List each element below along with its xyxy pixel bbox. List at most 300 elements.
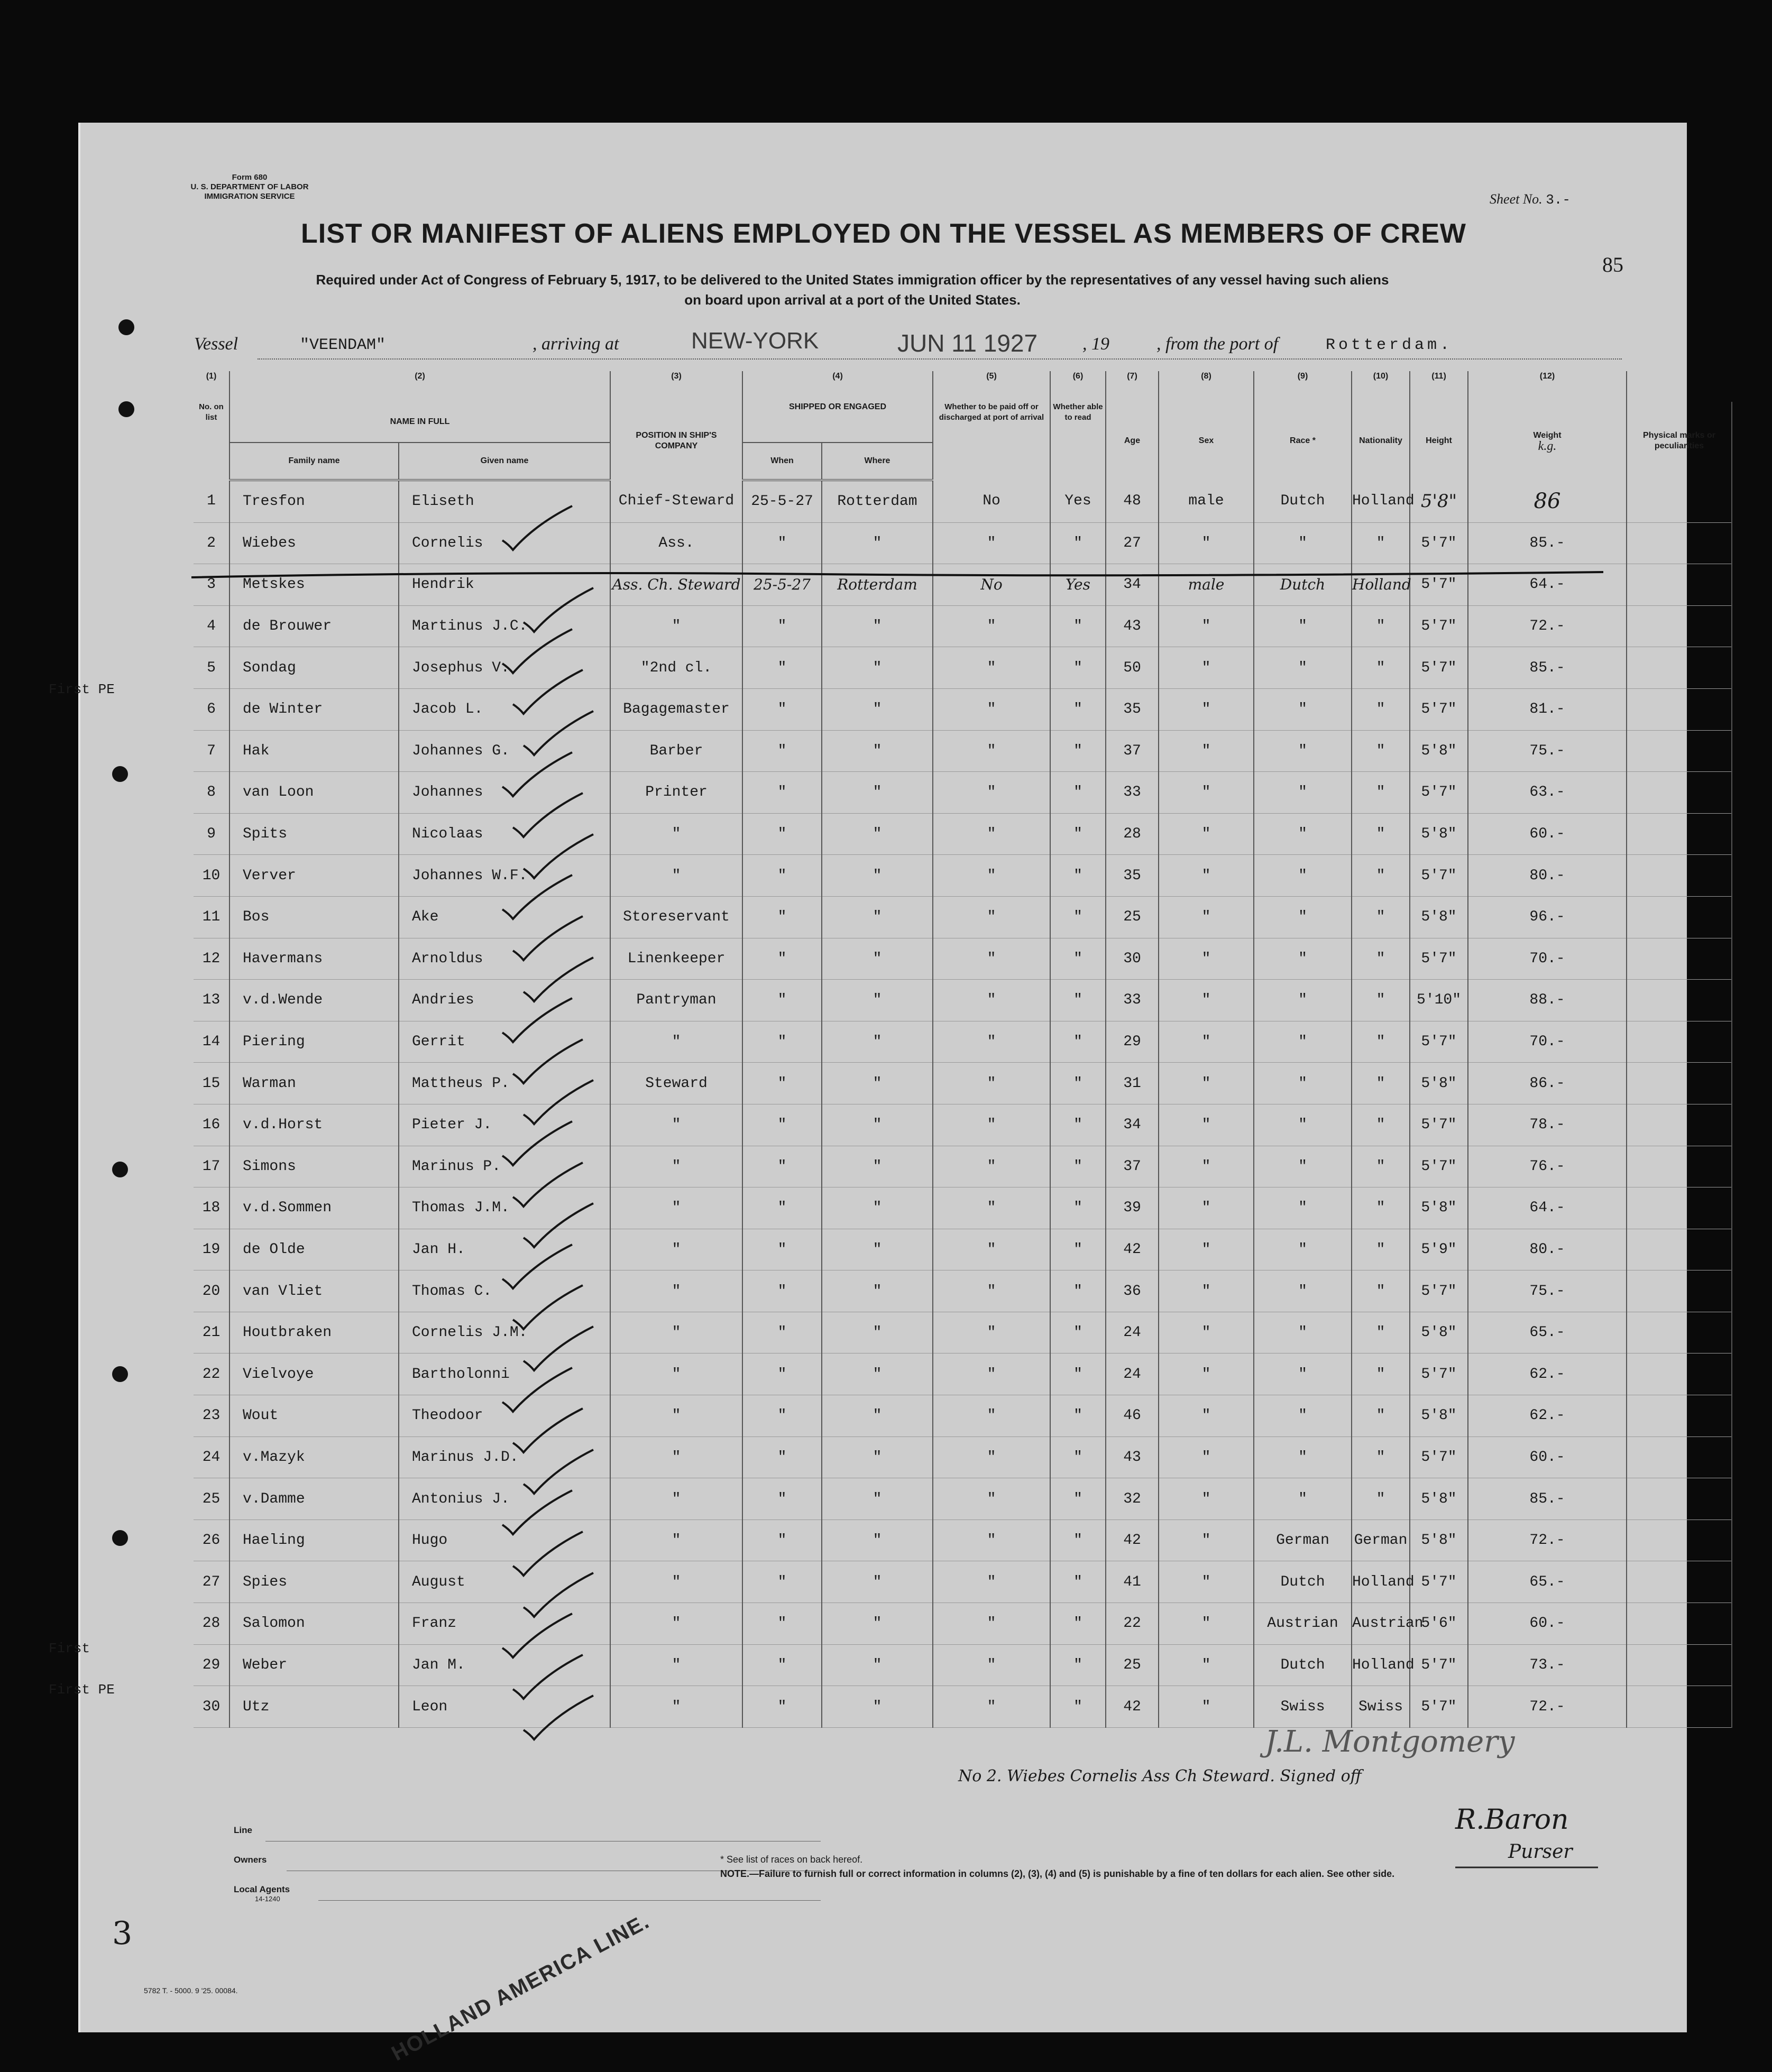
height-cell: 5'7" [1410,1021,1468,1063]
family-name-cell: v.Damme [229,1478,399,1520]
table-row [194,1436,1732,1478]
handwritten-note: No 2. Wiebes Cornelis Ass Ch Steward. Signed off [958,1767,1362,1785]
sex-header: Sex [1159,402,1254,480]
able-to-read-cell: Yes [1050,564,1106,606]
subtitle-line-1: Required under Act of Congress of February 5, 1917, to be delivered to the United States immigration officer by the representatives of any vessel having such aliens [316,272,1389,288]
paid-off-cell: " [933,522,1050,564]
race-cell: Dutch [1254,564,1352,606]
crew-rows [194,480,1732,1727]
age-cell: 43 [1106,605,1159,647]
paid-off-cell: " [933,938,1050,980]
weight-label: Weight [1533,431,1562,440]
paid-off-cell: " [933,1686,1050,1728]
age-cell: 42 [1106,1229,1159,1270]
physical-marks-cell [1627,1353,1732,1395]
physical-marks-cell [1627,980,1732,1021]
row-number-cell: 27 [194,1561,229,1603]
shipped-where-cell: Rotterdam [822,564,933,606]
print-code: 5782 T. - 5000. 9 '25. 00084. [144,1986,238,1995]
shipped-where-cell: " [822,1686,933,1728]
race-cell: " [1254,1187,1352,1229]
row-number-cell: 11 [194,896,229,938]
shipped-where-cell: " [822,1146,933,1187]
weight-cell: 70.- [1468,1021,1627,1063]
name-in-full-header: NAME IN FULL [229,402,610,443]
age-header: Age [1106,402,1159,480]
height-cell: 5'10" [1410,980,1468,1021]
sex-cell: " [1159,938,1254,980]
height-cell: 5'7" [1410,1644,1468,1686]
age-cell: 34 [1106,564,1159,606]
family-name-cell: Warman [229,1063,399,1104]
position-cell: " [610,1104,742,1146]
table-row [194,647,1732,689]
position-cell: " [610,1520,742,1561]
shipped-where-cell: " [822,1478,933,1520]
paid-off-cell: " [933,1063,1050,1104]
able-to-read-cell: " [1050,1395,1106,1437]
position-cell: " [610,1395,742,1437]
family-name-cell: Hak [229,730,399,772]
row-number-cell: 5 [194,647,229,689]
given-name-cell: Jan H. [399,1229,610,1270]
able-to-read-cell: " [1050,1104,1106,1146]
table-row [194,605,1732,647]
nationality-cell: " [1352,938,1410,980]
given-name-cell: Marinus J.D. [399,1436,610,1478]
paid-off-cell: " [933,1312,1050,1353]
race-cell: Swiss [1254,1686,1352,1728]
sex-cell: " [1159,1312,1254,1353]
row-number-cell: 13 [194,980,229,1021]
row-number-cell: 29 [194,1644,229,1686]
sex-cell: " [1159,1395,1254,1437]
table-row [194,1312,1732,1353]
given-name-header: Given name [399,443,610,480]
family-name-cell: Vielvoye [229,1353,399,1395]
weight-cell: 72.- [1468,1686,1627,1728]
age-cell: 31 [1106,1063,1159,1104]
row-number-cell: 25 [194,1478,229,1520]
punch-hole [118,319,134,335]
given-name-cell: Jacob L. [399,688,610,730]
punch-hole [112,1162,128,1177]
shipped-when-cell: " [742,647,822,689]
age-cell: 37 [1106,730,1159,772]
row-number-cell: 21 [194,1312,229,1353]
position-cell: " [610,1478,742,1520]
shipped-when-cell: " [742,1395,822,1437]
height-header: Height [1410,402,1468,480]
height-cell: 5'7" [1410,855,1468,897]
sex-cell: " [1159,1021,1254,1063]
age-cell: 28 [1106,813,1159,855]
position-cell: " [610,1353,742,1395]
shipped-where-cell: " [822,1063,933,1104]
paid-off-cell: " [933,1478,1050,1520]
col-num-9: (9) [1254,371,1352,402]
shipped-where-cell: " [822,813,933,855]
race-cell: " [1254,1353,1352,1395]
race-cell: " [1254,1395,1352,1437]
position-cell: " [610,1270,742,1312]
table-row [194,1229,1732,1270]
row-number-cell: 2 [194,522,229,564]
weight-cell: 72.- [1468,605,1627,647]
paid-off-cell: " [933,647,1050,689]
row-number-cell: 1 [194,480,229,522]
col-num-4: (4) [742,371,933,402]
table-row [194,730,1732,772]
given-name-cell: Marinus P. [399,1146,610,1187]
sex-cell: " [1159,980,1254,1021]
height-cell: 5'7" [1410,522,1468,564]
height-cell: 5'8" [1410,1063,1468,1104]
shipped-when-cell: " [742,1021,822,1063]
height-cell: 5'8" [1410,896,1468,938]
able-to-read-cell: " [1050,896,1106,938]
height-cell: 5'8" [1410,1520,1468,1561]
height-cell: 5'8" [1410,1312,1468,1353]
shipped-where-cell: " [822,772,933,814]
nationality-cell: " [1352,1353,1410,1395]
family-name-cell: Wiebes [229,522,399,564]
height-cell: 5'8" [1410,730,1468,772]
weight-cell: 70.- [1468,938,1627,980]
age-cell: 43 [1106,1436,1159,1478]
race-cell: " [1254,855,1352,897]
nationality-cell: " [1352,1478,1410,1520]
col-num-1: (1) [194,371,229,402]
age-cell: 33 [1106,980,1159,1021]
weight-unit: k.g. [1538,439,1557,453]
paid-off-cell: " [933,1353,1050,1395]
age-cell: 46 [1106,1395,1159,1437]
given-name-cell: Leon [399,1686,610,1728]
shipped-where-cell: " [822,605,933,647]
arriving-port-stamp: NEW-YORK [691,328,819,354]
nationality-cell: Holland [1352,1644,1410,1686]
sex-cell: " [1159,605,1254,647]
physical-marks-cell [1627,564,1732,606]
physical-marks-cell [1627,1644,1732,1686]
physical-marks-cell [1627,730,1732,772]
position-cell: "2nd cl. [610,647,742,689]
height-cell: 5'9" [1410,1229,1468,1270]
position-cell: " [610,1021,742,1063]
table-row [194,1644,1732,1686]
shipped-where-cell: " [822,1104,933,1146]
row-number-cell: 10 [194,855,229,897]
footer-labels [234,1825,290,1903]
physical-marks-cell [1627,1603,1732,1645]
nationality-cell: " [1352,1436,1410,1478]
weight-cell: 75.- [1468,1270,1627,1312]
height-cell: 5'8" [1410,1187,1468,1229]
subtitle-line-2: on board upon arrival at a port of the United States. [684,292,1021,308]
physical-marks-cell [1627,1561,1732,1603]
row-number-cell: 3 [194,564,229,606]
family-name-header: Family name [229,443,399,480]
nationality-cell: " [1352,1146,1410,1187]
sex-cell: male [1159,564,1254,606]
department-name: U. S. DEPARTMENT OF LABOR [190,182,309,191]
physical-marks-cell [1627,1395,1732,1437]
position-cell: Ass. Ch. Steward [610,564,742,606]
shipped-where-cell: " [822,1436,933,1478]
weight-cell: 80.- [1468,855,1627,897]
checkmark-icon [498,503,577,554]
position-cell: Linenkeeper [610,938,742,980]
position-cell: Printer [610,772,742,814]
physical-marks-cell [1627,1312,1732,1353]
weight-cell: 78.- [1468,1104,1627,1146]
given-name-cell: Theodoor [399,1395,610,1437]
given-name-cell: Johannes G. [399,730,610,772]
weight-cell: 62.- [1468,1353,1627,1395]
paid-off-cell: " [933,1603,1050,1645]
table-row [194,1395,1732,1437]
weight-cell: 60.- [1468,1603,1627,1645]
family-name-cell: van Loon [229,772,399,814]
paid-off-cell: " [933,772,1050,814]
race-cell: " [1254,522,1352,564]
race-cell: " [1254,896,1352,938]
sex-cell: " [1159,1187,1254,1229]
weight-cell: 60.- [1468,813,1627,855]
service-name: IMMIGRATION SERVICE [204,192,295,201]
height-cell: 5'7" [1410,1104,1468,1146]
shipped-when-cell: " [742,1229,822,1270]
shipped-when-cell: " [742,1187,822,1229]
vessel-line [194,328,1622,360]
family-name-cell: Utz [229,1686,399,1728]
year-label: , 19 [1082,334,1109,354]
race-cell: " [1254,1021,1352,1063]
weight-cell: 65.- [1468,1561,1627,1603]
weight-cell: 81.- [1468,688,1627,730]
physical-marks-cell [1627,688,1732,730]
position-cell: Pantryman [610,980,742,1021]
given-name-cell: Hendrik [399,564,610,606]
row-number-cell: 24 [194,1436,229,1478]
race-cell: " [1254,1104,1352,1146]
punch-hole [118,401,134,417]
race-cell: " [1254,647,1352,689]
physical-marks-cell [1627,1021,1732,1063]
shipped-where-cell: " [822,938,933,980]
age-cell: 39 [1106,1187,1159,1229]
arrival-date-stamp: JUN 11 1927 [897,329,1038,357]
shipped-where-cell: " [822,1353,933,1395]
age-cell: 50 [1106,647,1159,689]
nationality-cell: " [1352,522,1410,564]
given-name-cell: Johannes W.F. [399,855,610,897]
able-to-read-cell: " [1050,688,1106,730]
weight-cell: 75.- [1468,730,1627,772]
race-cell: " [1254,1312,1352,1353]
checkmark-icon [519,1693,599,1743]
family-name-cell: Weber [229,1644,399,1686]
family-name-cell: Salomon [229,1603,399,1645]
paid-off-cell: " [933,980,1050,1021]
nationality-cell: " [1352,1063,1410,1104]
shipped-when-cell: " [742,855,822,897]
paid-off-cell: " [933,1104,1050,1146]
given-name-cell: Jan M. [399,1644,610,1686]
where-header: Where [822,443,933,480]
family-name-cell: Bos [229,896,399,938]
age-cell: 34 [1106,1104,1159,1146]
family-name-cell: v.d.Wende [229,980,399,1021]
nationality-cell: " [1352,1104,1410,1146]
shipped-where-cell: " [822,1021,933,1063]
sex-cell: " [1159,647,1254,689]
nationality-cell: " [1352,813,1410,855]
nationality-cell: " [1352,1312,1410,1353]
able-to-read-cell: " [1050,522,1106,564]
family-name-cell: v.d.Sommen [229,1187,399,1229]
physical-marks-cell [1627,896,1732,938]
position-cell: Bagagemaster [610,688,742,730]
page-title: LIST OR MANIFEST OF ALIENS EMPLOYED ON THE VESSEL AS MEMBERS OF CREW [301,218,1466,249]
race-cell: " [1254,1146,1352,1187]
able-to-read-header: Whether able to read [1050,402,1106,480]
sex-cell: " [1159,1229,1254,1270]
paid-off-header: Whether to be paid off or discharged at port of arrival [933,402,1050,480]
weight-cell: 60.- [1468,1436,1627,1478]
able-to-read-cell: " [1050,1478,1106,1520]
given-name-cell: Josephus V. [399,647,610,689]
nationality-cell: " [1352,1270,1410,1312]
sex-cell: " [1159,1603,1254,1645]
able-to-read-cell: " [1050,1644,1106,1686]
able-to-read-cell: " [1050,1270,1106,1312]
table-row [194,1603,1732,1645]
sheet-number [1490,191,1571,208]
family-name-cell: Spits [229,813,399,855]
height-cell: 5'7" [1410,1146,1468,1187]
position-cell: Steward [610,1063,742,1104]
corner-number: 3 [112,1915,133,1952]
table-row [194,1561,1732,1603]
when-header: When [742,443,822,480]
age-cell: 24 [1106,1353,1159,1395]
age-cell: 29 [1106,1021,1159,1063]
physical-marks-cell [1627,1478,1732,1520]
row-number-cell: 30 [194,1686,229,1728]
family-name-cell: van Vliet [229,1270,399,1312]
able-to-read-cell: " [1050,813,1106,855]
physical-marks-cell [1627,1436,1732,1478]
sex-cell: " [1159,855,1254,897]
position-cell: " [610,855,742,897]
race-cell: " [1254,1270,1352,1312]
physical-marks-cell [1627,1270,1732,1312]
able-to-read-cell: " [1050,1561,1106,1603]
height-cell: 5'6" [1410,1603,1468,1645]
shipped-where-cell: " [822,1603,933,1645]
shipped-when-cell: " [742,730,822,772]
signature-montgomery: J.L. Montgomery [1265,1725,1515,1759]
physical-marks-cell [1627,1146,1732,1187]
shipped-when-cell: " [742,1520,822,1561]
row-number-cell: 19 [194,1229,229,1270]
height-cell: 5'8" [1410,813,1468,855]
paid-off-cell: " [933,730,1050,772]
given-name-cell: Johannes [399,772,610,814]
physical-marks-cell [1627,1104,1732,1146]
able-to-read-cell: " [1050,1353,1106,1395]
sex-cell: " [1159,813,1254,855]
age-cell: 25 [1106,1644,1159,1686]
able-to-read-cell: " [1050,938,1106,980]
shipped-where-cell: " [822,1312,933,1353]
family-name-cell: Verver [229,855,399,897]
family-name-cell: Haeling [229,1520,399,1561]
row-number-cell: 14 [194,1021,229,1063]
shipped-where-cell: " [822,1644,933,1686]
race-header: Race * [1254,402,1352,480]
sex-cell: " [1159,522,1254,564]
col-num-5: (5) [933,371,1050,402]
table-row [194,688,1732,730]
row-number-cell: 20 [194,1270,229,1312]
given-name-cell: Nicolaas [399,813,610,855]
given-name-cell: Thomas C. [399,1270,610,1312]
able-to-read-cell: " [1050,647,1106,689]
age-cell: 30 [1106,938,1159,980]
column-number-row [194,371,1732,402]
height-cell: 5'7" [1410,605,1468,647]
able-to-read-cell: " [1050,1021,1106,1063]
given-name-cell: Eliseth [399,480,610,522]
shipped-when-cell: " [742,1063,822,1104]
family-name-cell: Tresfon [229,480,399,522]
able-to-read-cell: " [1050,855,1106,897]
weight-cell: 86 [1468,480,1627,522]
given-name-cell: Antonius J. [399,1478,610,1520]
nationality-cell: Holland [1352,564,1410,606]
sheet-number-value: 3.- [1546,192,1571,208]
race-cell: " [1254,1478,1352,1520]
position-cell: " [610,1146,742,1187]
family-name-cell: Havermans [229,938,399,980]
row-number-cell: 26 [194,1520,229,1561]
position-cell: " [610,605,742,647]
table-row [194,1270,1732,1312]
able-to-read-cell: " [1050,605,1106,647]
family-name-cell: de Brouwer [229,605,399,647]
weight-header [1468,402,1627,480]
row-number-cell: 28 [194,1603,229,1645]
position-cell: Ass. [610,522,742,564]
paid-off-cell: " [933,1187,1050,1229]
able-to-read-cell: " [1050,1187,1106,1229]
strike-through-row-2 [186,561,1614,588]
age-cell: 27 [1106,522,1159,564]
weight-cell: 62.- [1468,1395,1627,1437]
family-name-cell: de Olde [229,1229,399,1270]
position-cell: " [610,813,742,855]
nationality-header: Nationality [1352,402,1410,480]
nationality-cell: " [1352,1187,1410,1229]
weight-cell: 88.- [1468,980,1627,1021]
weight-cell: 63.- [1468,772,1627,814]
paid-off-cell: " [933,1021,1050,1063]
paid-off-cell: " [933,1395,1050,1437]
row-number-cell: 16 [194,1104,229,1146]
